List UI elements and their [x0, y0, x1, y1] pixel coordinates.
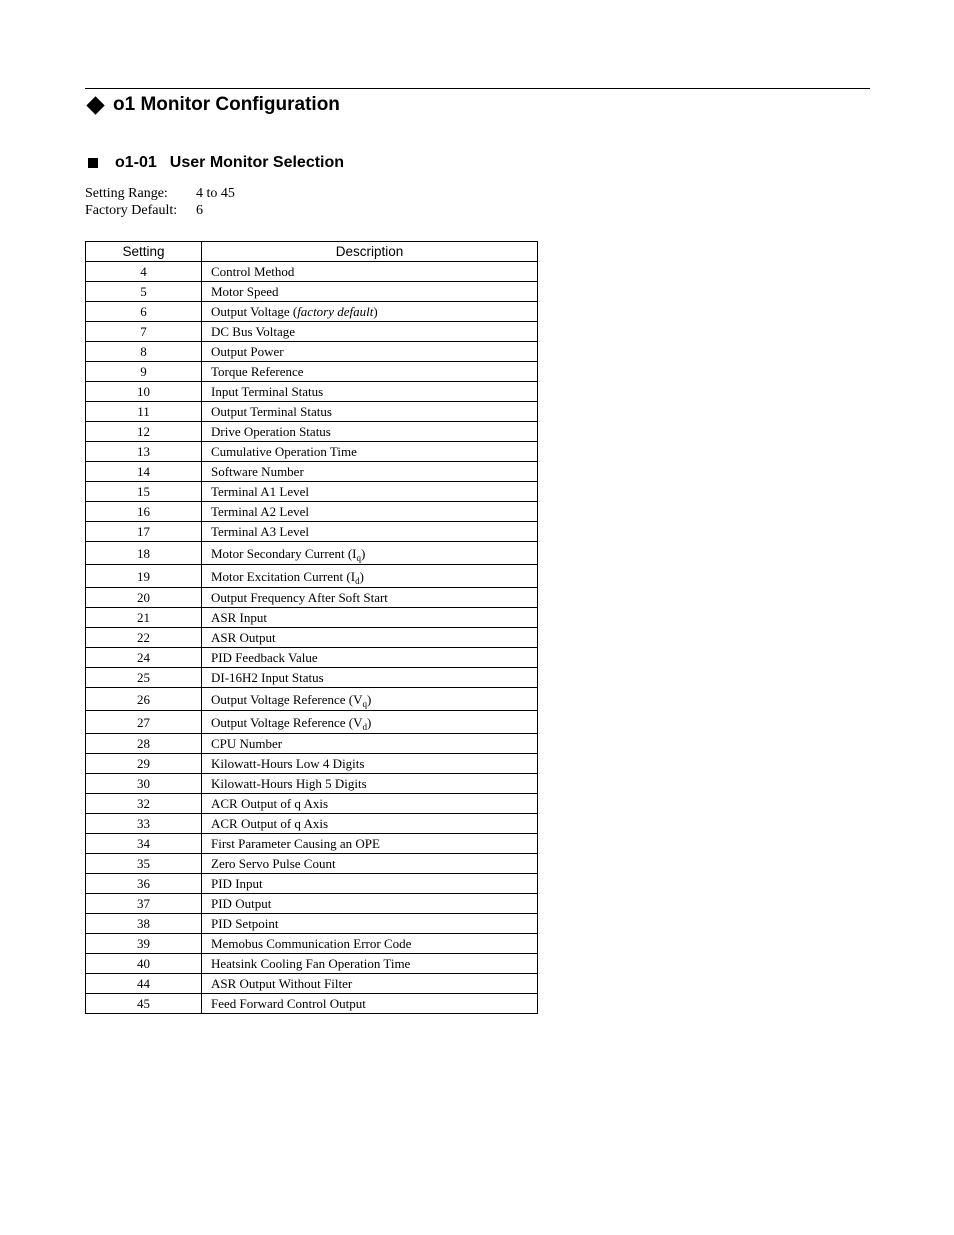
setting-value: 28 — [86, 734, 202, 754]
description-text: Motor Excitation Current (I — [211, 568, 356, 584]
description-subscript: d — [362, 721, 367, 732]
table-row — [86, 668, 538, 688]
setting-value: 29 — [86, 754, 202, 774]
description-cell — [202, 894, 538, 914]
description-text: Feed Forward Control Output — [211, 996, 366, 1011]
setting-value: 44 — [86, 974, 202, 994]
factory-default — [85, 202, 203, 219]
description-text: Kilowatt-Hours High 5 Digits — [211, 776, 367, 791]
table-row — [86, 502, 538, 522]
table-row — [86, 914, 538, 934]
description-text: PID Feedback Value — [211, 650, 318, 665]
description-text: First Parameter Causing an OPE — [211, 836, 380, 851]
description-column-header: Description — [202, 242, 538, 262]
diamond-bullet-icon — [86, 96, 104, 114]
table-row — [86, 608, 538, 628]
description-cell — [202, 502, 538, 522]
description-text: PID Setpoint — [211, 916, 279, 931]
description-cell — [202, 588, 538, 608]
table-row — [86, 814, 538, 834]
table-row — [86, 954, 538, 974]
description-italic: factory default — [297, 304, 374, 319]
table-row — [86, 462, 538, 482]
description-cell — [202, 522, 538, 542]
setting-value: 19 — [86, 565, 202, 588]
description-cell — [202, 914, 538, 934]
description-text: Control Method — [211, 264, 295, 279]
factory-default-label: Factory Default: — [85, 203, 178, 218]
setting-value: 15 — [86, 482, 202, 502]
description-text: Output Frequency After Soft Start — [211, 590, 388, 605]
description-cell — [202, 834, 538, 854]
description-text: Output Voltage ( — [211, 304, 298, 319]
description-suffix: ) — [359, 568, 364, 584]
description-subscript: q — [362, 698, 367, 709]
factory-default-value: 6 — [196, 203, 203, 218]
setting-value: 9 — [86, 362, 202, 382]
table-row — [86, 874, 538, 894]
description-cell — [202, 854, 538, 874]
setting-value: 21 — [86, 608, 202, 628]
table-row — [86, 442, 538, 462]
table-row — [86, 834, 538, 854]
setting-value: 13 — [86, 442, 202, 462]
table-row — [86, 711, 538, 734]
table-row — [86, 934, 538, 954]
description-cell — [202, 302, 538, 322]
setting-value: 16 — [86, 502, 202, 522]
table-row — [86, 282, 538, 302]
setting-value: 25 — [86, 668, 202, 688]
description-text: PID Input — [211, 876, 263, 891]
description-text: DC Bus Voltage — [211, 324, 296, 339]
parameter-code: o1-01 — [115, 154, 157, 171]
description-cell — [202, 342, 538, 362]
table-row — [86, 565, 538, 588]
description-cell — [202, 282, 538, 302]
setting-range — [85, 185, 235, 202]
table-row — [86, 734, 538, 754]
description-suffix: ) — [367, 691, 372, 707]
settings-table — [85, 241, 538, 1014]
table-row — [86, 894, 538, 914]
setting-value: 40 — [86, 954, 202, 974]
table-row — [86, 302, 538, 322]
table-row — [86, 362, 538, 382]
table-body — [86, 262, 538, 1014]
table-row — [86, 628, 538, 648]
setting-value: 20 — [86, 588, 202, 608]
description-cell — [202, 974, 538, 994]
description-cell — [202, 262, 538, 282]
setting-value: 26 — [86, 688, 202, 711]
setting-value: 17 — [86, 522, 202, 542]
description-cell — [202, 628, 538, 648]
section-title: o1 Monitor Configuration — [113, 94, 340, 115]
description-text: CPU Number — [211, 736, 283, 751]
table-row — [86, 342, 538, 362]
table-row — [86, 422, 538, 442]
description-cell — [202, 711, 538, 734]
table-row — [86, 382, 538, 402]
setting-value: 38 — [86, 914, 202, 934]
description-cell — [202, 814, 538, 834]
setting-value: 45 — [86, 994, 202, 1014]
description-subscript: d — [355, 575, 360, 586]
description-cell — [202, 994, 538, 1014]
setting-value: 11 — [86, 402, 202, 422]
description-text: ASR Output Without Filter — [211, 976, 353, 991]
description-cell — [202, 462, 538, 482]
description-cell — [202, 608, 538, 628]
description-text: Input Terminal Status — [211, 384, 324, 399]
description-text: Cumulative Operation Time — [211, 444, 357, 459]
description-subscript: q — [356, 552, 361, 563]
description-cell — [202, 734, 538, 754]
description-text: Zero Servo Pulse Count — [211, 856, 336, 871]
setting-value: 24 — [86, 648, 202, 668]
description-cell — [202, 422, 538, 442]
description-text: Torque Reference — [211, 364, 304, 379]
setting-value: 32 — [86, 794, 202, 814]
description-cell — [202, 954, 538, 974]
description-text: ASR Output — [211, 630, 276, 645]
description-text: ACR Output of q Axis — [211, 796, 329, 811]
description-cell — [202, 322, 538, 342]
description-cell — [202, 542, 538, 565]
description-cell — [202, 648, 538, 668]
description-suffix: ) — [361, 545, 366, 561]
table-row — [86, 522, 538, 542]
description-text: Terminal A1 Level — [211, 484, 310, 499]
table-row — [86, 322, 538, 342]
setting-value: 39 — [86, 934, 202, 954]
setting-column-header: Setting — [86, 242, 202, 262]
description-text: Drive Operation Status — [211, 424, 331, 439]
description-text: Motor Secondary Current (I — [211, 545, 357, 561]
description-cell — [202, 482, 538, 502]
description-text: Terminal A3 Level — [211, 524, 310, 539]
description-text: Output Voltage Reference (V — [211, 691, 363, 707]
description-cell — [202, 362, 538, 382]
setting-value: 22 — [86, 628, 202, 648]
setting-value: 4 — [86, 262, 202, 282]
setting-value: 10 — [86, 382, 202, 402]
table-row — [86, 262, 538, 282]
header-rule — [85, 88, 870, 89]
description-text: Output Power — [211, 344, 284, 359]
description-text: Heatsink Cooling Fan Operation Time — [211, 956, 411, 971]
setting-value: 35 — [86, 854, 202, 874]
setting-value: 5 — [86, 282, 202, 302]
table-row — [86, 402, 538, 422]
description-suffix: ) — [367, 714, 372, 730]
description-cell — [202, 754, 538, 774]
description-text: Memobus Communication Error Code — [211, 936, 412, 951]
description-text: Terminal A2 Level — [211, 504, 310, 519]
table-row — [86, 648, 538, 668]
parameter-heading — [88, 153, 344, 173]
setting-value: 37 — [86, 894, 202, 914]
setting-value: 8 — [86, 342, 202, 362]
description-text: Motor Speed — [211, 284, 279, 299]
table-row — [86, 588, 538, 608]
table-header-row — [86, 242, 538, 262]
description-cell — [202, 794, 538, 814]
setting-value: 12 — [86, 422, 202, 442]
table-row — [86, 774, 538, 794]
section-heading — [86, 92, 340, 118]
setting-value: 18 — [86, 542, 202, 565]
setting-value: 36 — [86, 874, 202, 894]
table-row — [86, 974, 538, 994]
setting-value: 6 — [86, 302, 202, 322]
square-bullet-icon — [88, 158, 98, 168]
description-cell — [202, 934, 538, 954]
setting-value: 14 — [86, 462, 202, 482]
description-text: Kilowatt-Hours Low 4 Digits — [211, 756, 365, 771]
description-suffix: ) — [373, 304, 378, 319]
setting-range-value: 4 to 45 — [196, 186, 235, 201]
description-cell — [202, 402, 538, 422]
setting-range-label: Setting Range: — [85, 186, 168, 201]
setting-value: 27 — [86, 711, 202, 734]
description-text: PID Output — [211, 896, 272, 911]
parameter-name: User Monitor Selection — [169, 154, 345, 171]
table-row — [86, 754, 538, 774]
table-row — [86, 794, 538, 814]
description-text: Output Terminal Status — [211, 404, 332, 419]
description-text: ACR Output of q Axis — [211, 816, 329, 831]
description-cell — [202, 668, 538, 688]
table-row — [86, 854, 538, 874]
description-text: ASR Input — [211, 610, 267, 625]
setting-value: 30 — [86, 774, 202, 794]
description-cell — [202, 774, 538, 794]
table-row — [86, 994, 538, 1014]
setting-value: 7 — [86, 322, 202, 342]
table-row — [86, 542, 538, 565]
setting-value: 33 — [86, 814, 202, 834]
setting-value: 34 — [86, 834, 202, 854]
description-cell — [202, 874, 538, 894]
table-row — [86, 482, 538, 502]
description-text: Output Voltage Reference (V — [211, 714, 363, 730]
table-row — [86, 688, 538, 711]
description-cell — [202, 688, 538, 711]
description-text: DI-16H2 Input Status — [211, 670, 324, 685]
description-text: Software Number — [211, 464, 304, 479]
description-cell — [202, 565, 538, 588]
description-cell — [202, 442, 538, 462]
description-cell — [202, 382, 538, 402]
